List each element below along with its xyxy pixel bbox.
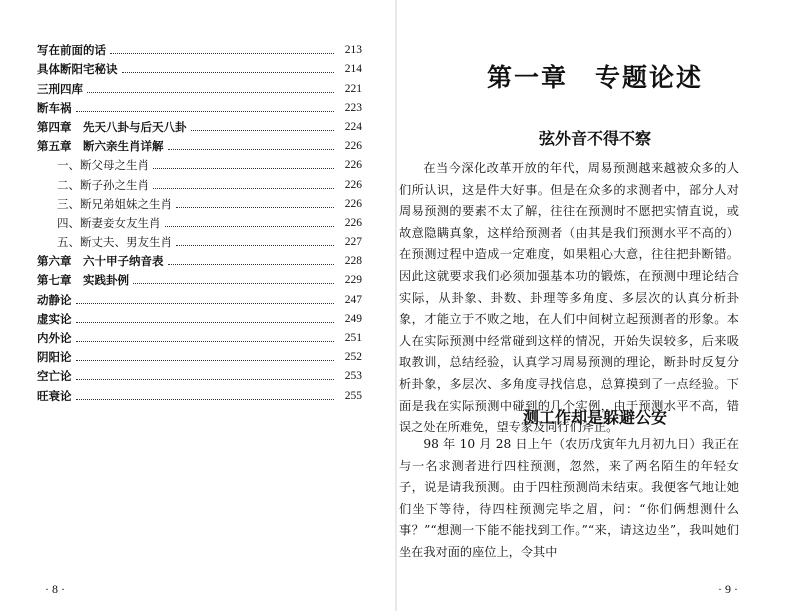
toc-entry <box>37 96 362 115</box>
table-of-contents <box>37 38 362 403</box>
toc-entry-title: 动静论 <box>37 292 72 307</box>
toc-entry-title: 二、断子孙之生肖 <box>57 177 149 192</box>
toc-entry-page: 224 <box>344 120 362 133</box>
toc-dot-leader <box>168 264 335 265</box>
right-page-number: · 9 · <box>718 582 738 596</box>
toc-entry-page: 251 <box>344 332 362 344</box>
toc-dot-leader <box>153 168 334 169</box>
toc-entry <box>37 153 362 172</box>
section-title-2: 测工作却是躲避公安 <box>522 408 667 427</box>
section-title-1: 弦外音不得不察 <box>538 129 651 148</box>
toc-dot-leader <box>76 111 335 112</box>
toc-entry <box>37 172 362 191</box>
toc-dot-leader <box>133 283 334 284</box>
toc-entry-page: 221 <box>344 82 362 95</box>
toc-entry-title: 四、断妻妾女友生肖 <box>57 215 161 230</box>
right-page <box>397 0 793 611</box>
toc-dot-leader <box>76 303 335 304</box>
toc-dot-leader <box>153 188 334 189</box>
toc-dot-leader <box>76 322 335 323</box>
toc-dot-leader <box>191 130 335 131</box>
toc-entry-page: 226 <box>344 178 362 191</box>
toc-entry-title: 三刑四库 <box>37 81 83 96</box>
toc-entry-title: 阴阳论 <box>37 350 72 365</box>
section-2-paragraph: 98 年 10 月 28 日上午（农历戊寅年九月初九日）我正在与一名求测者进行四柱预测，忽然，来了两名陌生的年轻女子，说是请我预测。由于四柱预测尚未结束。我便客气地让她们坐下等待，待四柱预测完毕之眉，问：“你们俩想测什么事？”“想测一下能不能找到工作。”“来，请这边坐”，我叫她们坐在我对面的座位上，令其中 <box>399 437 739 559</box>
toc-entry-page: 229 <box>344 274 362 287</box>
toc-entry <box>37 134 362 153</box>
toc-entry-title: 内外论 <box>37 331 72 345</box>
toc-entry-title: 虚实论 <box>37 311 72 326</box>
chapter-title: 第一章 专题论述 <box>486 63 703 92</box>
toc-dot-leader <box>87 92 334 93</box>
toc-entry <box>37 364 362 383</box>
toc-entry-title: 五、断丈夫、男友生肖 <box>57 235 172 250</box>
toc-entry-page: 223 <box>344 101 362 114</box>
toc-entry-title: 第七章 实践卦例 <box>37 273 129 288</box>
toc-entry-title: 第六章 六十甲子纳音表 <box>37 254 164 269</box>
toc-entry <box>37 230 362 249</box>
toc-entry-page: 255 <box>344 389 362 402</box>
toc-entry <box>37 287 362 306</box>
toc-dot-leader <box>76 360 335 361</box>
toc-entry-page: 226 <box>344 159 362 172</box>
toc-entry-title: 三、断兄弟姐妹之生肖 <box>57 196 172 211</box>
toc-entry <box>37 326 362 345</box>
toc-entry <box>37 38 362 57</box>
toc-dot-leader <box>165 226 335 227</box>
toc-entry-page: 253 <box>344 370 362 383</box>
toc-dot-leader <box>76 399 335 400</box>
toc-entry-page: 228 <box>344 255 362 268</box>
section-1-paragraph: 在当今深化改革开放的年代，周易预测越来越被众多的人们所认识，这是件大好事。但是在众多的求测者中，部分人对周易预测的要素不太了解，往往在预测时不愿把实情直说，或故意隐瞒真象，这样给预测者（由其是我们预测水平不高的）在预测过程中造成一定难度，如果粗心大意，往往把卦断错。因此这就要求我们必须加强基本功的锻炼，在预测中理论结合实际，从卦象、卦数、卦理等多角度、多层次的认真分析卦象，才能立于不败之地，在人们中间树立起预测者的形象。本人在实际预测中经常碰到这样的情况，开始失误较多，后来吸取教训，总结经验，认真学习周易预测的理论，断卦时反复分析卦象，多层次、多角度寻找信息，总算摸到了一点经验。下面是我在实际预测中碰到的几个实例，由于预测水平不高，错误之处在所难免，望专家及同行们斧正。 <box>399 161 739 435</box>
toc-entry <box>37 383 362 402</box>
toc-entry-title: 断车祸 <box>37 100 72 115</box>
toc-entry-page: 226 <box>344 216 362 229</box>
toc-entry-title: 第五章 断六亲生肖详解 <box>37 139 164 154</box>
toc-entry-title: 第四章 先天八卦与后天八卦 <box>37 119 187 134</box>
toc-entry <box>37 249 362 268</box>
toc-entry-title: 旺衰论 <box>37 388 72 403</box>
toc-dot-leader <box>76 379 335 380</box>
toc-dot-leader <box>176 245 334 246</box>
toc-entry-page: 247 <box>344 293 362 306</box>
toc-dot-leader <box>110 53 334 54</box>
left-page <box>0 0 396 611</box>
toc-entry <box>37 211 362 230</box>
toc-entry <box>37 192 362 211</box>
toc-entry-title: 写在前面的话 <box>37 43 106 58</box>
toc-entry <box>37 307 362 326</box>
toc-entry <box>37 115 362 134</box>
toc-entry-page: 214 <box>344 63 362 76</box>
toc-entry-title: 一、断父母之生肖 <box>57 158 149 173</box>
toc-entry <box>37 345 362 364</box>
toc-entry-page: 249 <box>344 312 362 325</box>
toc-entry-title: 空亡论 <box>37 369 72 384</box>
left-page-number: · 8 · <box>45 582 65 596</box>
toc-entry-page: 252 <box>344 351 362 364</box>
toc-entry-page: 227 <box>344 236 362 249</box>
toc-dot-leader <box>168 149 335 150</box>
toc-dot-leader <box>122 72 335 73</box>
toc-entry <box>37 76 362 95</box>
toc-entry <box>37 57 362 76</box>
toc-entry <box>37 268 362 287</box>
toc-entry-page: 226 <box>344 140 362 153</box>
toc-entry-page: 226 <box>344 197 362 210</box>
toc-entry-page: 213 <box>344 44 362 57</box>
toc-dot-leader <box>176 207 334 208</box>
toc-entry-title: 具体断阳宅秘诀 <box>37 62 118 77</box>
toc-dot-leader <box>76 341 335 342</box>
